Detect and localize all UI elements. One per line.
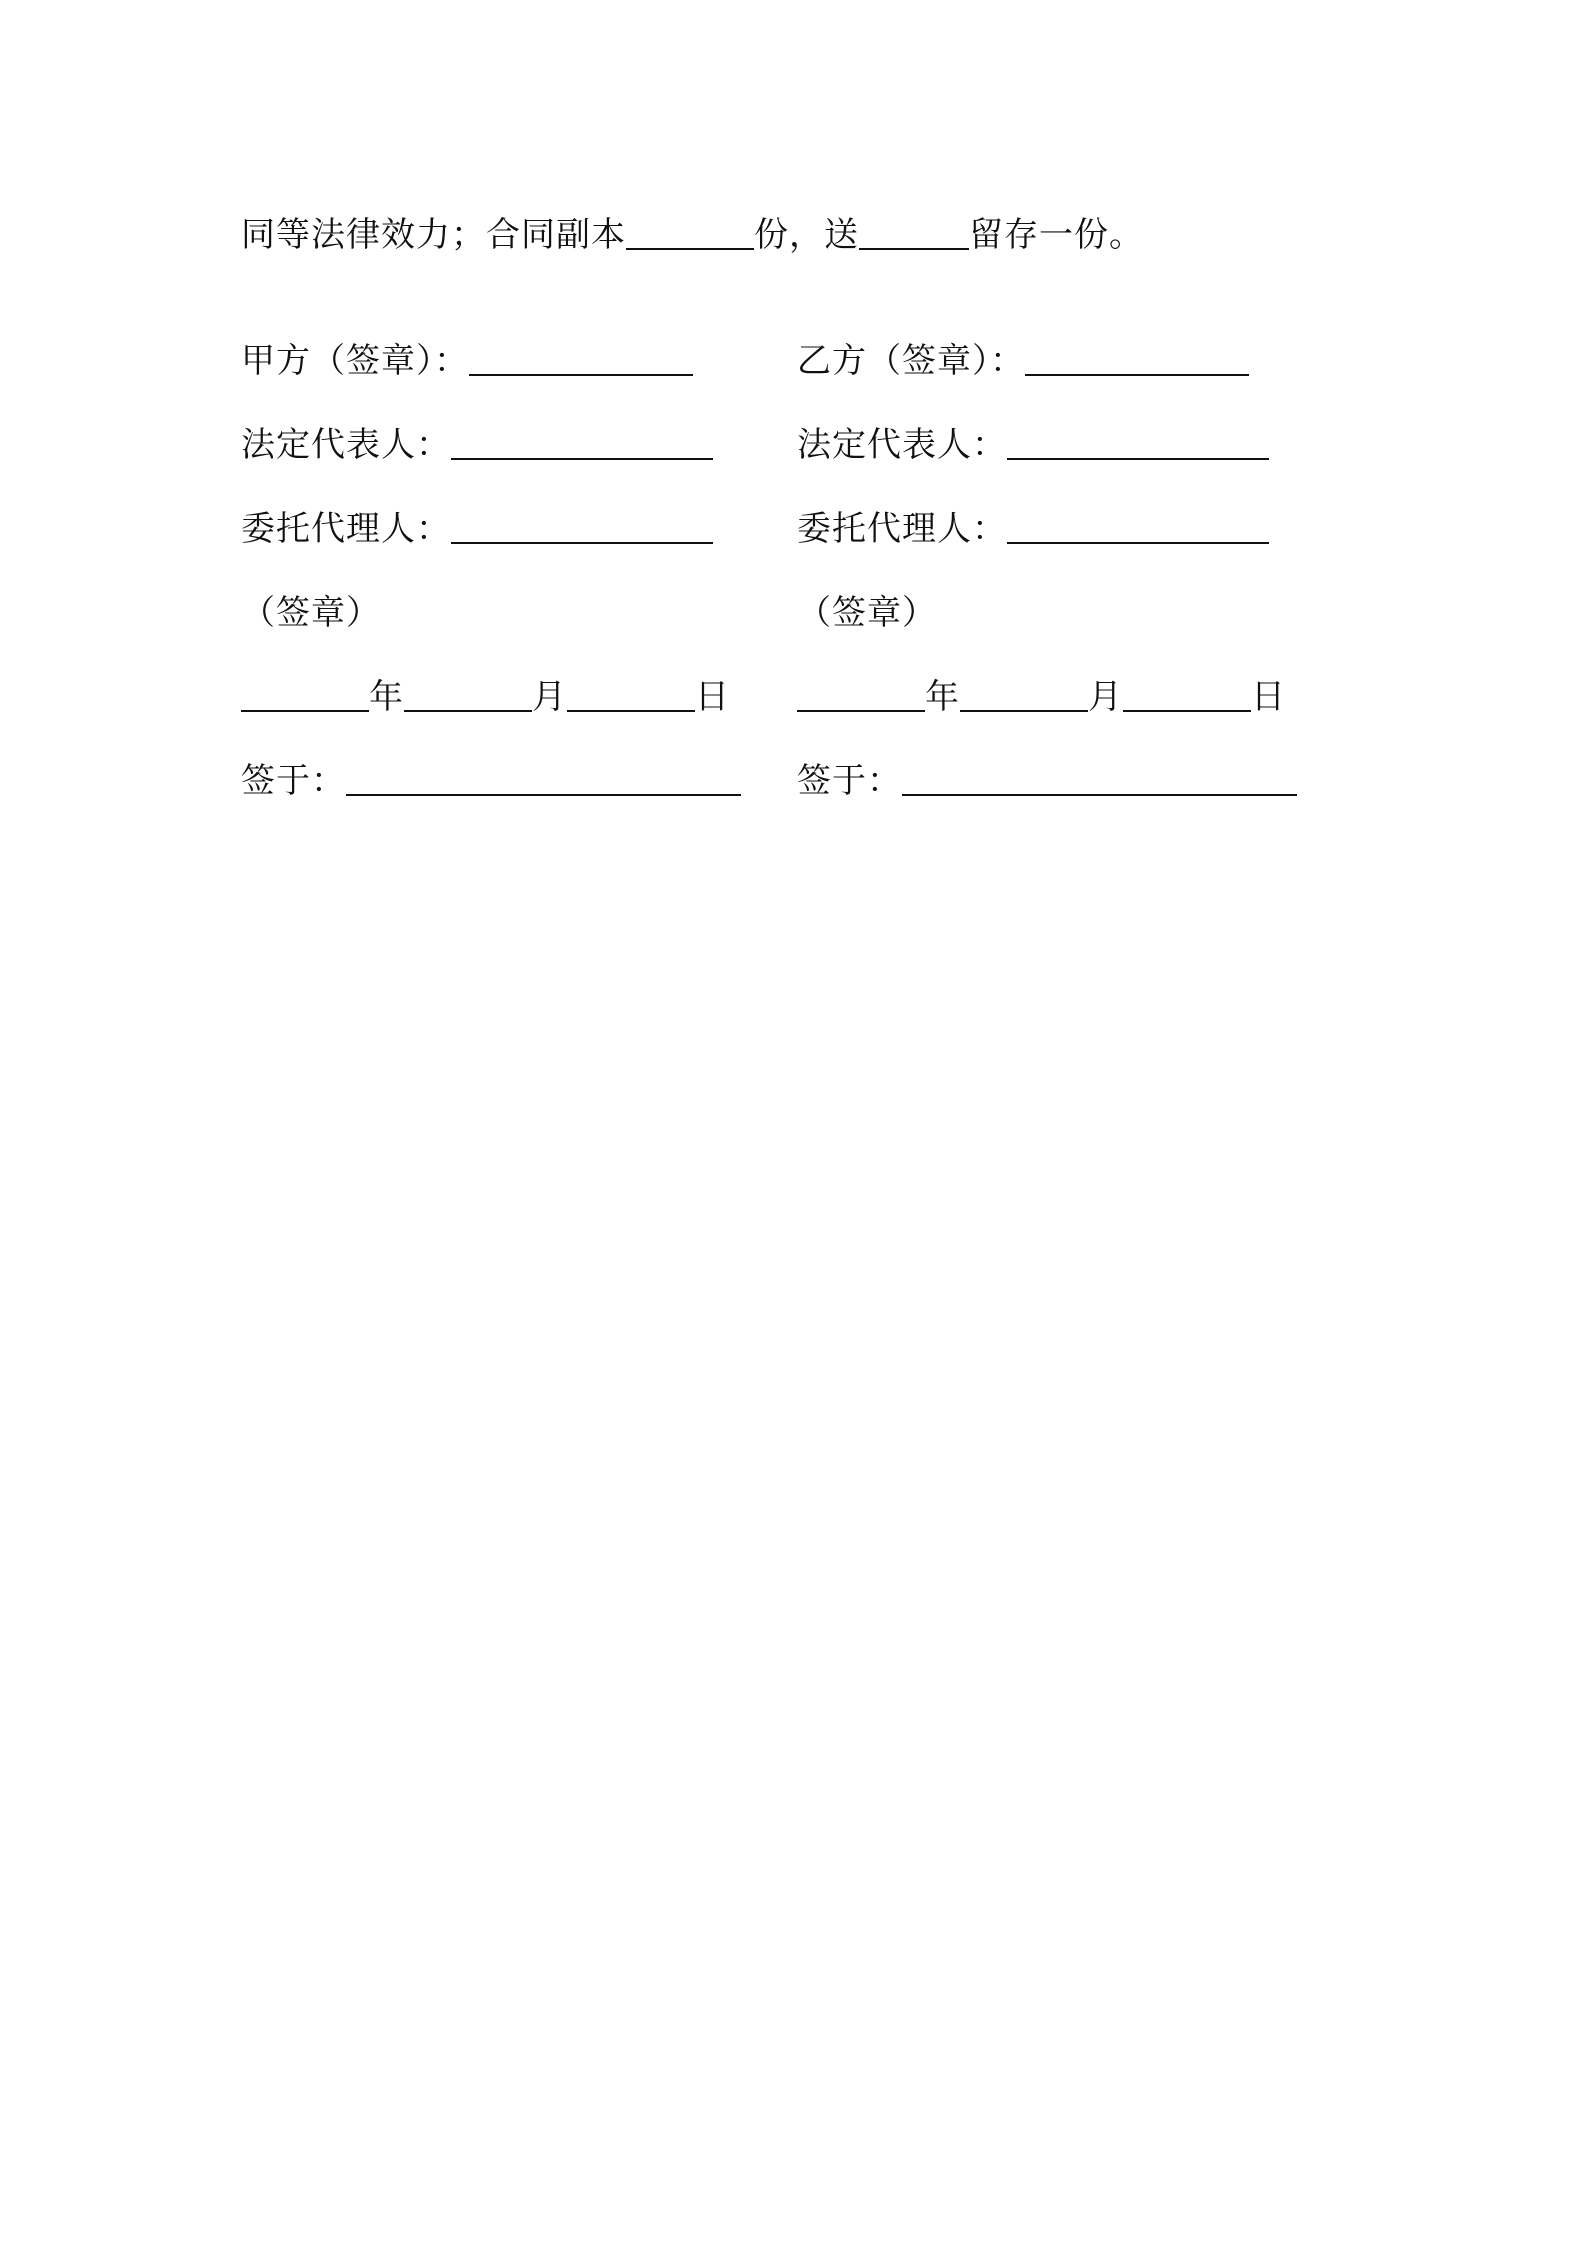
party-a-seal-note: （签章）: [241, 593, 381, 633]
party-b-month-label: 月: [1088, 677, 1123, 717]
party-a-signed-at-blank[interactable]: [346, 760, 741, 796]
party-a-agent-blank[interactable]: [451, 508, 713, 544]
party-a-seal-row: [241, 339, 693, 383]
party-a-year-label: 年: [369, 677, 404, 717]
party-a-legal-rep-label: 法定代表人：: [241, 425, 451, 465]
intro-text-b: 份，送: [754, 215, 859, 255]
party-b-agent-label: 委托代理人：: [797, 509, 1007, 549]
party-b-year-label: 年: [925, 677, 960, 717]
party-b-agent-blank[interactable]: [1007, 508, 1269, 544]
party-b-legal-rep-row: [797, 423, 1269, 467]
party-b-seal-note: （签章）: [797, 593, 937, 633]
recipient-blank[interactable]: [859, 214, 969, 250]
party-b-signed-at-label: 签于：: [797, 761, 902, 801]
party-b-seal-row: [797, 339, 1249, 383]
party-a-seal-blank[interactable]: [469, 340, 693, 376]
party-a-legal-rep-row: [241, 423, 713, 467]
party-a-day-blank[interactable]: [567, 676, 695, 712]
party-a-legal-rep-blank[interactable]: [451, 424, 713, 460]
party-b-legal-rep-blank[interactable]: [1007, 424, 1269, 460]
intro-text-a: 同等法律效力；合同副本: [241, 215, 626, 255]
party-a-agent-row: [241, 507, 713, 551]
party-b-year-blank[interactable]: [797, 676, 925, 712]
party-a-seal-label: 甲方（签章）：: [241, 341, 469, 381]
party-a-agent-label: 委托代理人：: [241, 509, 451, 549]
party-b-signed-at-row: [797, 759, 1297, 803]
party-b-day-blank[interactable]: [1123, 676, 1251, 712]
party-b-seal-note-row: [797, 591, 937, 635]
party-b-date-row: [797, 675, 1286, 719]
party-b-seal-label: 乙方（签章）：: [797, 341, 1025, 381]
party-b-agent-row: [797, 507, 1269, 551]
party-a-day-label: 日: [695, 677, 730, 717]
intro-line: [241, 213, 1144, 257]
party-b-seal-blank[interactable]: [1025, 340, 1249, 376]
party-b-day-label: 日: [1251, 677, 1286, 717]
party-a-month-label: 月: [532, 677, 567, 717]
party-b-signed-at-blank[interactable]: [902, 760, 1297, 796]
party-a-seal-note-row: [241, 591, 381, 635]
copies-count-blank[interactable]: [626, 214, 754, 250]
party-a-signed-at-row: [241, 759, 741, 803]
party-b-month-blank[interactable]: [960, 676, 1088, 712]
party-a-month-blank[interactable]: [404, 676, 532, 712]
party-a-signed-at-label: 签于：: [241, 761, 346, 801]
party-a-year-blank[interactable]: [241, 676, 369, 712]
party-b-legal-rep-label: 法定代表人：: [797, 425, 1007, 465]
party-a-date-row: [241, 675, 730, 719]
intro-text-c: 留存一份。: [969, 215, 1144, 255]
